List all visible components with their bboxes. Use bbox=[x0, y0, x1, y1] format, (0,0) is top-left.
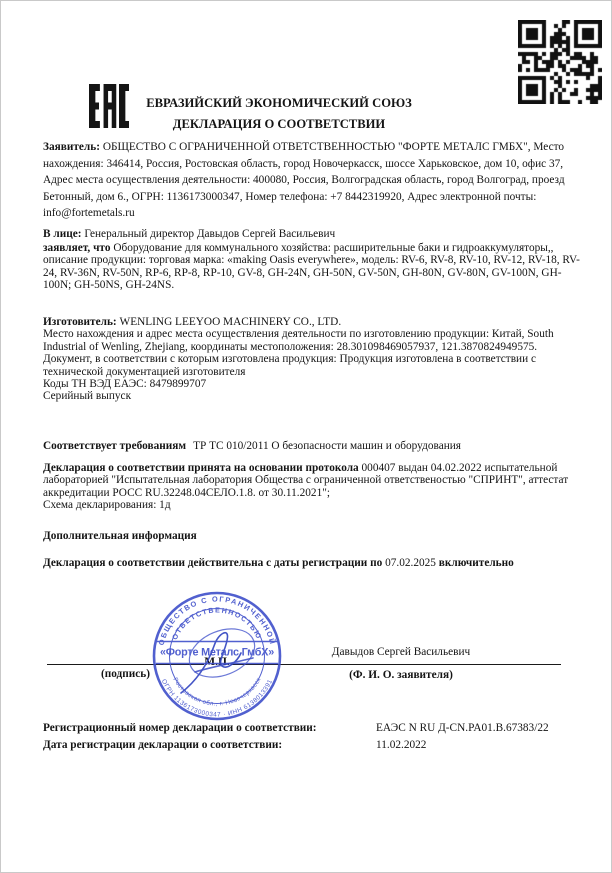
compliance-label: Соответствует требованиям bbox=[43, 440, 187, 452]
manufacturer-label: Изготовитель: bbox=[43, 316, 117, 328]
registration-number-row bbox=[43, 722, 580, 735]
declaration-title: ДЕКЛАРАЦИЯ О СООТВЕТСТВИИ bbox=[172, 116, 386, 131]
stamp-arc-bottom-outer: ОГРН 1136173000347 · ИНН 6138013391 bbox=[159, 678, 275, 719]
company-stamp bbox=[151, 590, 283, 722]
stamp-arc-bottom-inner: Ростовская обл., г. Новочеркасск bbox=[171, 676, 263, 708]
signature-caption: (подпись) bbox=[100, 668, 151, 680]
manufacturer-paragraph bbox=[43, 316, 580, 403]
registration-date-row bbox=[43, 739, 580, 752]
validity-suffix: включительно bbox=[438, 557, 514, 569]
document-header bbox=[43, 93, 515, 134]
qr-code-icon bbox=[518, 20, 602, 104]
manufacturer-address: Место нахождения и адрес места осуществления деятельности по изготовлению продукции: Китай, South Industrial of Wenling, Zhejiang, координаты местоположения: 28.301098469057937, 121.3870824949575. bbox=[43, 328, 554, 353]
registration-date-value: 11.02.2022 bbox=[376, 739, 427, 751]
stamp-arc-top-inner: ОТВЕТСТВЕННОСТЬЮ bbox=[170, 605, 264, 642]
stamp-arc-top-outer: ОБЩЕСТВО С ОГРАНИЧЕННОЙ bbox=[156, 594, 278, 647]
validity-date: 07.02.2025 bbox=[385, 557, 436, 569]
manufacturer-tnved-code: Коды ТН ВЭД ЕАЭС: 8479899707 bbox=[43, 378, 207, 391]
validity-label: Декларация о соответствии действительна с даты регистрации по bbox=[43, 557, 383, 569]
manufacturer-document: Документ, в соответствии с которым изготовлена продукция: Продукция изготовлена в соответствии с технической документацией изготовителя bbox=[43, 353, 536, 378]
basis-text: 000407 выдан 04.02.2022 испытательной лабораторией "Испытательная лаборатория Общества с ограниченной ответственостью "СПРИНТ", аттестат аккредитации РОСС RU.32248.04СЕЛО.1.8. от 30.11.2021"; bbox=[43, 462, 569, 499]
person-paragraph bbox=[43, 228, 580, 240]
manufacturer-serial: Серийный выпуск bbox=[43, 390, 132, 403]
applicant-paragraph bbox=[43, 139, 580, 222]
basis-label: Декларация о соответствии принята на основании протокола bbox=[43, 462, 359, 474]
name-caption: (Ф. И. О. заявителя) bbox=[349, 669, 453, 681]
registration-number-value: ЕАЭС N RU Д-CN.PA01.B.67383/22 bbox=[376, 722, 549, 734]
declares-text: Оборудование для коммунального хозяйства: расширительные баки и гидроаккумуляторы,, описание продукции: торговая марка: «making Oasis everywhere», модель: RV-6, RV-8, RV-10, RV-12, RV-18, RV-24, RV-36N, RV-50N, RP-6, RP-8, RP-10, GV-8, GH-24N, GH-50N, GV-50N, GH-80N, GV-80N, GV-100N, GH-100N; GH-50NS, GH-24NS. bbox=[43, 242, 580, 292]
person-label: В лице: bbox=[43, 228, 82, 240]
union-title: ЕВРАЗИЙСКИЙ ЭКОНОМИЧЕСКИЙ СОЮЗ bbox=[146, 96, 412, 110]
declaration-scheme: Схема декларирования: 1д bbox=[43, 499, 171, 512]
applicant-signatory-name: Давыдов Сергей Васильевич bbox=[331, 646, 471, 658]
declares-paragraph bbox=[43, 242, 580, 292]
manufacturer-name: WENLING LEEYOO MACHINERY CO., LTD. bbox=[119, 316, 342, 328]
validity-paragraph bbox=[43, 557, 580, 569]
stamp-company-name: «Форте Металс ГмбХ» bbox=[159, 646, 275, 659]
additional-info-heading: Дополнительная информация bbox=[43, 530, 197, 542]
compliance-paragraph bbox=[43, 440, 580, 452]
compliance-text: ТР ТС 010/2011 О безопасности машин и оборудования bbox=[193, 440, 461, 452]
declares-label: заявляет, что bbox=[43, 242, 111, 254]
applicant-label: Заявитель: bbox=[43, 141, 100, 153]
stamp-place-mark: М.П. bbox=[204, 656, 230, 668]
registration-number-label: Регистрационный номер декларации о соответствии: bbox=[43, 722, 317, 734]
basis-paragraph bbox=[43, 462, 580, 512]
applicant-text: ОБЩЕСТВО С ОГРАНИЧЕННОЙ ОТВЕТСТВЕННОСТЬЮ "ФОРТЕ МЕТАЛС ГМБХ", Место нахождения: 346414, Россия, Ростовская область, город Новочеркасск, шоссе Харьковское, дом 10, офис 37, Адрес места осуществления деятельности: 400080, Россия, Волгоградская область, город Волгоград, проезд Бетонный, дом 6., ОГРН: 1136173000347, Номер телефона: +7 8442319920, Адрес электронной почты: info@fortemetals.ru bbox=[43, 141, 565, 219]
person-text: Генеральный директор Давыдов Сергей Васильевич bbox=[84, 228, 336, 240]
registration-date-label: Дата регистрации декларации о соответствии: bbox=[43, 739, 283, 751]
